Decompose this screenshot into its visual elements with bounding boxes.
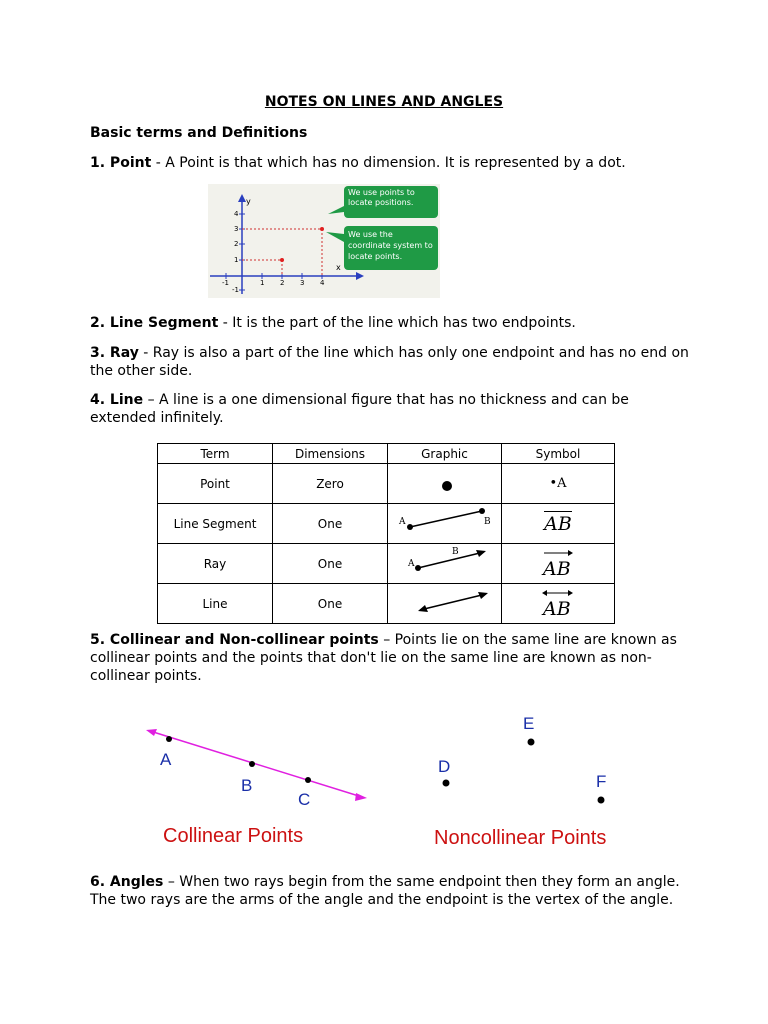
y-tick: 2 xyxy=(234,240,239,248)
x-tick: 2 xyxy=(280,279,285,287)
definition-line xyxy=(90,391,690,427)
point-label-c: C xyxy=(298,790,311,809)
term-segment: 2. Line Segment xyxy=(90,315,219,331)
header-term: Term xyxy=(158,444,273,464)
cell-graphic xyxy=(388,464,502,504)
y-axis-arrow xyxy=(238,194,246,202)
section-heading xyxy=(90,124,690,142)
cell-graphic xyxy=(388,504,502,544)
ray-symbol: AB xyxy=(543,557,571,580)
page-title: NOTES ON LINES AND ANGLES xyxy=(264,94,504,110)
x-tick: 4 xyxy=(320,279,325,287)
point-label-f: F xyxy=(596,772,607,791)
table-row xyxy=(158,584,615,624)
point-marker xyxy=(280,258,284,262)
y-tick: 4 xyxy=(234,210,239,218)
coordinate-figure xyxy=(208,184,440,298)
cell-graphic xyxy=(388,584,502,624)
cell-symbol xyxy=(502,504,615,544)
cell-term: Line Segment xyxy=(158,504,273,544)
definition-segment-text: - It is the part of the line which has two endpoints. xyxy=(218,315,576,331)
y-tick: 1 xyxy=(234,256,239,264)
graphic-label-a: A xyxy=(398,517,405,527)
cell-graphic xyxy=(388,544,502,584)
x-tick: 3 xyxy=(300,279,305,287)
point-label-b: B xyxy=(241,776,253,795)
definition-collinear-text: – Points lie on the same line are known as collinear points and the points that don't lie on the same line are known as non-collinear points. xyxy=(90,632,677,684)
noncollinear-caption: Noncollinear Points xyxy=(434,827,607,849)
callout-text-1: We use points to locate positions. xyxy=(348,188,415,207)
callout-text-2: We use the coordinate system to locate points. xyxy=(348,230,433,261)
point-label-d: D xyxy=(438,757,451,776)
ray-symbol-arrow xyxy=(538,548,578,580)
point-graphic xyxy=(390,464,500,500)
line-graphic xyxy=(390,584,500,620)
point-marker xyxy=(320,227,324,231)
section-heading-text: Basic terms and Definitions xyxy=(90,125,308,141)
header-dimensions: Dimensions xyxy=(273,444,388,464)
cell-term: Point xyxy=(158,464,273,504)
cell-symbol xyxy=(502,584,615,624)
point-dot xyxy=(528,739,535,746)
definition-angles xyxy=(90,873,690,909)
y-tick: 3 xyxy=(234,225,239,233)
term-line: 4. Line xyxy=(90,392,144,408)
point-dot xyxy=(598,797,605,804)
term-angles: 6. Angles xyxy=(90,874,164,890)
line-symbol: AB xyxy=(543,597,571,620)
term-point: 1. Point xyxy=(90,155,152,171)
point-dot xyxy=(305,777,311,783)
cell-dimensions: One xyxy=(273,504,388,544)
point-dot xyxy=(249,761,255,767)
x-axis-arrow xyxy=(356,272,364,280)
y-axis-label: y xyxy=(246,197,251,206)
point-dot xyxy=(166,736,172,742)
ray-graphic xyxy=(390,544,500,580)
collinear-figure xyxy=(140,705,660,855)
terms-table xyxy=(157,443,615,624)
cell-symbol xyxy=(502,544,615,584)
definition-collinear xyxy=(90,631,690,685)
graphic-label-b: B xyxy=(451,547,459,557)
cell-symbol: •A xyxy=(502,464,615,504)
definition-segment xyxy=(90,314,690,332)
definition-ray-text: - Ray is also a part of the line which has only one endpoint and has no end on the other side. xyxy=(90,345,689,379)
collinear-line xyxy=(150,731,362,797)
table-header-row xyxy=(158,444,615,464)
term-ray: 3. Ray xyxy=(90,345,139,361)
point-label-a: A xyxy=(160,750,172,769)
y-tick: -1 xyxy=(232,286,239,294)
x-tick: 1 xyxy=(260,279,265,287)
definition-line-text: – A line is a one dimensional figure that has no thickness and can be extended infinitely. xyxy=(90,392,629,426)
collinear-caption: Collinear Points xyxy=(163,825,304,847)
table-row xyxy=(158,544,615,584)
cell-dimensions: Zero xyxy=(273,464,388,504)
header-graphic: Graphic xyxy=(388,444,502,464)
segment-symbol: AB xyxy=(544,512,572,535)
x-tick: -1 xyxy=(222,279,229,287)
cell-term: Ray xyxy=(158,544,273,584)
line-symbol-arrow xyxy=(538,588,578,620)
header-symbol: Symbol xyxy=(502,444,615,464)
table-row xyxy=(158,464,615,504)
x-axis-label: x xyxy=(336,263,341,272)
graphic-label-a: A xyxy=(407,559,414,569)
definition-angles-text: – When two rays begin from the same endpoint then they form an angle. The two rays are the arms of the angle and the endpoint is the vertex of the angle. xyxy=(90,874,680,908)
point-dot xyxy=(443,780,450,787)
cell-dimensions: One xyxy=(273,544,388,584)
definition-point xyxy=(90,154,690,172)
point-label-e: E xyxy=(523,714,535,733)
graphic-label-b: B xyxy=(483,517,491,527)
cell-term: Line xyxy=(158,584,273,624)
cell-dimensions: One xyxy=(273,584,388,624)
definition-point-text: - A Point is that which has no dimension. It is represented by a dot. xyxy=(151,155,626,171)
table-row xyxy=(158,504,615,544)
segment-graphic xyxy=(390,504,500,540)
definition-ray xyxy=(90,344,690,380)
term-collinear: 5. Collinear and Non-collinear points xyxy=(90,632,379,648)
